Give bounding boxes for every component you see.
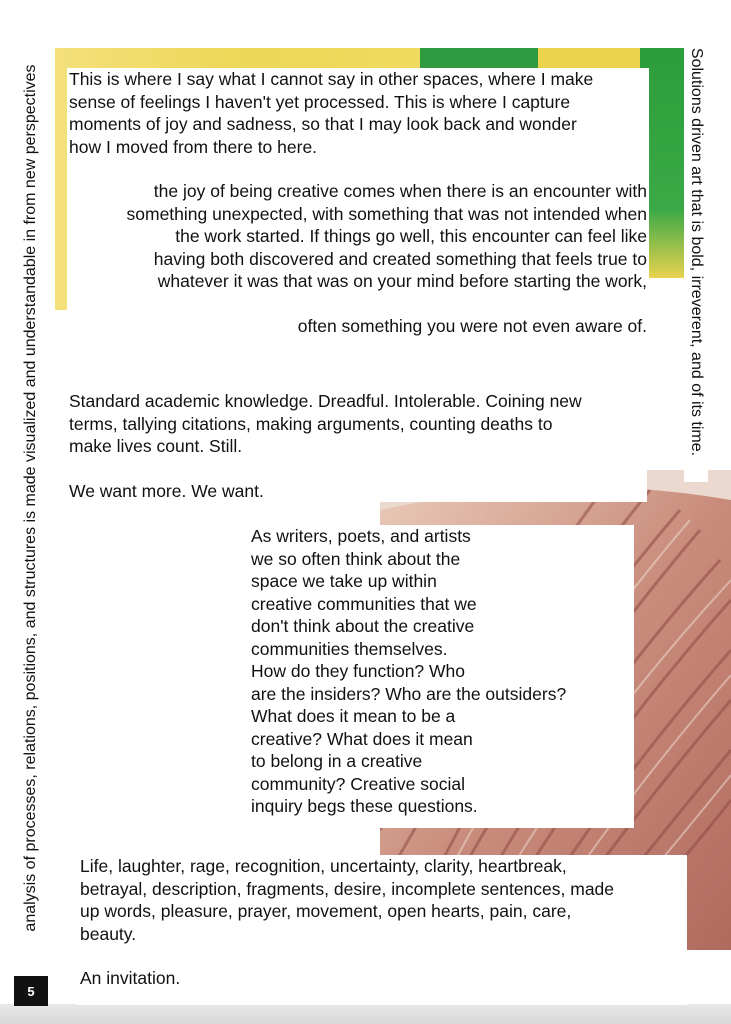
intro-line: how I moved from there to here. <box>69 136 318 157</box>
page-number: 5 <box>14 976 48 1006</box>
life-text-block <box>77 855 687 1005</box>
academic-text-block <box>67 390 647 502</box>
academic-line: make lives count. Still. <box>69 436 243 456</box>
writers-line: How do they function? Who <box>251 661 466 681</box>
joy-line: the work started. If things go well, this encounter can feel like <box>175 226 647 246</box>
life-line: beauty. <box>80 923 137 944</box>
academic-line: Standard academic knowledge. Dreadful. Intolerable. Coining new <box>69 391 582 411</box>
page-bottom-edge <box>0 1004 731 1024</box>
writers-line: creative communities that we <box>251 593 477 614</box>
writers-line: don't think about the creative <box>251 616 475 636</box>
writers-line: What does it mean to be a <box>251 706 456 726</box>
joy-line: something unexpected, with something that was not intended when <box>126 203 647 224</box>
invitation-line: An invitation. <box>80 968 181 988</box>
writers-line: As writers, poets, and artists <box>251 526 471 546</box>
joy-paragraph <box>69 180 647 293</box>
joy-line: having both discovered and created something that feels true to <box>153 248 647 269</box>
left-vertical-text: analysis of processes, relations, positions, and structures is made visualized and understandable in from new perspectives <box>22 63 39 932</box>
academic-line: terms, tallying citations, making arguments, counting deaths to <box>69 413 553 434</box>
life-line: betrayal, description, fragments, desire, incomplete sentences, made <box>80 878 615 899</box>
right-vertical-text: Solutions driven art that is bold, irreverent, and of its time. <box>688 47 705 457</box>
intro-line: sense of feelings I haven't yet processed. This is where I capture <box>69 91 571 112</box>
life-line: up words, pleasure, prayer, movement, open hearts, pain, care, <box>80 901 572 921</box>
want-line: We want more. We want. <box>69 480 264 501</box>
writers-line: to belong in a creative <box>251 751 423 771</box>
intro-line: This is where I say what I cannot say in other spaces, where I make <box>69 69 594 89</box>
joy-line: whatever it was that was on your mind before starting the work, <box>157 271 647 291</box>
writers-line: community? Creative social <box>251 773 465 794</box>
writers-line: inquiry begs these questions. <box>251 796 478 816</box>
right-vertical-caption <box>684 22 708 482</box>
writers-line: we so often think about the <box>251 548 461 569</box>
writers-line: space we take up within <box>251 571 437 591</box>
writers-text-block <box>248 525 634 828</box>
writers-line: creative? What does it mean <box>251 728 473 749</box>
writers-line: are the insiders? Who are the outsiders? <box>251 683 567 704</box>
left-vertical-caption <box>14 20 48 975</box>
writers-line: communities themselves. <box>251 638 448 659</box>
intro-text-block <box>67 68 649 345</box>
joy-line: the joy of being creative comes when there is an encounter with <box>153 181 647 201</box>
intro-line: moments of joy and sadness, so that I may look back and wonder <box>69 114 577 134</box>
aware-line: often something you were not even aware of. <box>297 315 647 336</box>
life-line: Life, laughter, rage, recognition, uncertainty, clarity, heartbreak, <box>80 856 567 876</box>
